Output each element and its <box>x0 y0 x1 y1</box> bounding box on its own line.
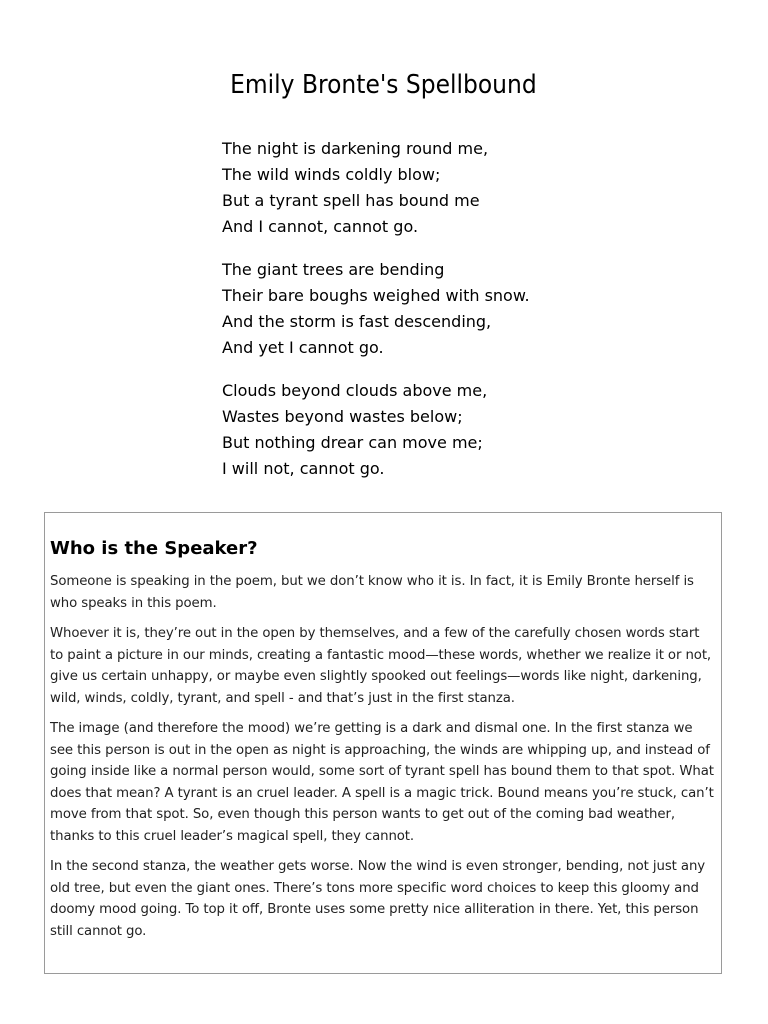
section-heading: Who is the Speaker? <box>50 538 258 559</box>
stanza-1 <box>222 136 642 240</box>
poem-line: And the storm is fast descending, <box>222 312 492 331</box>
stanza-3 <box>222 378 642 482</box>
poem-line: But a tyrant spell has bound me <box>222 191 480 210</box>
page-title: Emily Bronte's Spellbound <box>230 70 537 100</box>
poem-line: Wastes beyond wastes below; <box>222 407 463 426</box>
poem-line: And I cannot, cannot go. <box>222 217 419 236</box>
stanza-2 <box>222 257 642 361</box>
poem-line: I will not, cannot go. <box>222 459 385 478</box>
poem-line: But nothing drear can move me; <box>222 433 483 452</box>
poem-line: Their bare boughs weighed with snow. <box>222 286 530 305</box>
analysis-paragraph: In the second stanza, the weather gets worse. Now the wind is even stronger, bending, not just any old tree, but even the giant ones. There’s tons more specific word choices to keep this gloomy and doomy mood going. To top it off, Bronte uses some pretty nice alliteration in there. Yet, this person still cannot go. <box>50 859 706 939</box>
analysis-paragraph: Whoever it is, they’re out in the open by themselves, and a few of the carefully chosen words start to paint a picture in our minds, creating a fantastic mood—these words, whether we realize it or not, give us certain unhappy, or maybe even slightly spooked out feelings—words like night, darkening, wild, winds, coldly, tyrant, and spell - and that’s just in the first stanza. <box>50 626 712 706</box>
poem-line: The giant trees are bending <box>222 260 445 279</box>
analysis-paragraph: The image (and therefore the mood) we’re getting is a dark and dismal one. In the first stanza we see this person is out in the open as night is approaching, the winds are whipping up, and instead of going inside like a normal person would, some sort of tyrant spell has bound them to that spot. What does that mean? A tyrant is an cruel leader. A spell is a magic trick. Bound means you’re stuck, can’t move from that spot. So, even though this person wants to get out of the coming bad weather, thanks to this cruel leader’s magical spell, they cannot. <box>50 721 714 844</box>
poem <box>222 136 642 499</box>
poem-line: And yet I cannot go. <box>222 338 384 357</box>
speaker-analysis-box <box>44 512 722 974</box>
poem-line: Clouds beyond clouds above me, <box>222 381 488 400</box>
poem-line: The wild winds coldly blow; <box>222 165 441 184</box>
analysis-paragraph: Someone is speaking in the poem, but we don’t know who it is. In fact, it is Emily Bronte herself is who speaks in this poem. <box>50 574 694 611</box>
poem-line: The night is darkening round me, <box>222 139 489 158</box>
